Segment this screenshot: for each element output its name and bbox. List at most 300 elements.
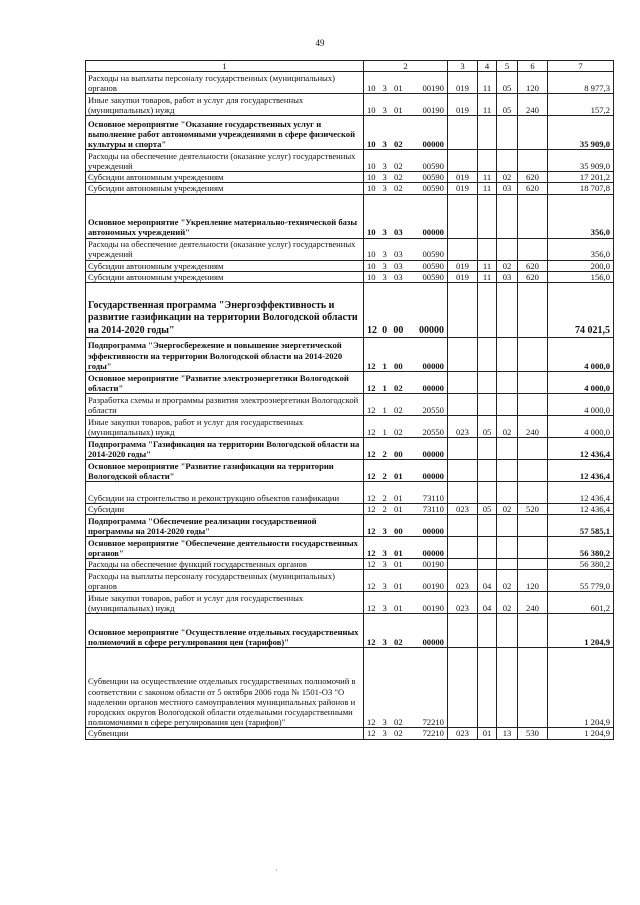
table-row xyxy=(86,515,614,537)
code-subprogram: 3 xyxy=(382,603,387,614)
grbs-cell xyxy=(448,194,478,238)
code-program: 10 xyxy=(367,172,376,183)
table-row xyxy=(86,194,614,238)
code-direction: 00190 xyxy=(422,603,444,614)
code-subprogram: 3 xyxy=(382,172,387,183)
subsection-cell xyxy=(497,338,518,372)
section-cell: 11 xyxy=(478,72,497,94)
code-subprogram: 3 xyxy=(382,728,387,739)
expense-type-cell: 520 xyxy=(518,504,548,515)
code-subprogram: 3 xyxy=(382,637,387,648)
expense-type-cell: 240 xyxy=(518,416,548,438)
target-article-code xyxy=(364,416,448,438)
amount-cell: 601,2 xyxy=(548,592,614,614)
amount-cell: 1 204,9 xyxy=(548,614,614,648)
code-direction: 00000 xyxy=(422,360,444,371)
row-name: Расходы на выплаты персоналу государственных (муниципальных) органов xyxy=(86,570,364,592)
code-activity: 02 xyxy=(394,637,403,648)
code-activity: 03 xyxy=(394,227,403,238)
code-subprogram: 3 xyxy=(382,559,387,570)
code-activity: 00 xyxy=(394,448,403,459)
table-row xyxy=(86,648,614,728)
code-subprogram: 3 xyxy=(382,227,387,238)
row-name: Основное мероприятие "Развитие электроэнергетики Вологодской области" xyxy=(86,372,364,394)
code-program: 12 xyxy=(367,470,376,481)
table-row xyxy=(86,504,614,515)
code-activity: 02 xyxy=(394,426,403,437)
code-direction: 00590 xyxy=(422,161,444,171)
code-activity: 01 xyxy=(394,83,403,93)
amount-cell: 4 000,0 xyxy=(548,372,614,394)
table-row xyxy=(86,72,614,94)
subsection-cell xyxy=(497,438,518,460)
table-row xyxy=(86,614,614,648)
code-program: 12 xyxy=(367,324,377,336)
header-cell: 6 xyxy=(518,61,548,72)
code-subprogram: 3 xyxy=(382,183,387,194)
amount-cell: 356,0 xyxy=(548,238,614,260)
code-activity: 01 xyxy=(394,504,403,515)
code-activity: 02 xyxy=(394,404,403,415)
subsection-cell xyxy=(497,614,518,648)
code-direction: 00590 xyxy=(422,172,444,183)
target-article-code xyxy=(364,559,448,570)
row-name: Расходы на обеспечение деятельности (оказание услуг) государственных учреждений xyxy=(86,238,364,260)
expense-type-cell xyxy=(518,537,548,559)
amount-cell: 55 779,0 xyxy=(548,570,614,592)
target-article-code xyxy=(364,194,448,238)
expense-type-cell xyxy=(518,338,548,372)
amount-cell: 35 909,0 xyxy=(548,150,614,172)
subsection-cell xyxy=(497,460,518,482)
amount-cell: 8 977,3 xyxy=(548,72,614,94)
code-program: 10 xyxy=(367,227,376,238)
code-program: 10 xyxy=(367,161,376,171)
code-direction: 73110 xyxy=(422,492,444,503)
budget-table xyxy=(85,60,614,740)
target-article-code xyxy=(364,72,448,94)
amount-cell: 74 021,5 xyxy=(548,283,614,338)
subsection-cell: 02 xyxy=(497,592,518,614)
code-program: 10 xyxy=(367,83,376,93)
amount-cell: 18 707,8 xyxy=(548,183,614,194)
code-direction: 00000 xyxy=(422,548,444,559)
grbs-cell: 019 xyxy=(448,260,478,271)
subsection-cell: 05 xyxy=(497,94,518,116)
grbs-cell: 019 xyxy=(448,72,478,94)
grbs-cell xyxy=(448,150,478,172)
code-program: 10 xyxy=(367,249,376,260)
table-row xyxy=(86,592,614,614)
section-cell: 05 xyxy=(478,504,497,515)
code-activity: 00 xyxy=(394,526,403,537)
code-direction: 00190 xyxy=(422,83,444,93)
row-name: Основное мероприятие "Развитие газификации на территории Вологодской области" xyxy=(86,460,364,482)
code-program: 12 xyxy=(367,526,376,537)
target-article-code xyxy=(364,482,448,504)
target-article-code xyxy=(364,460,448,482)
section-cell: 05 xyxy=(478,416,497,438)
amount-cell: 17 201,2 xyxy=(548,172,614,183)
expense-type-cell: 620 xyxy=(518,172,548,183)
table-row xyxy=(86,559,614,570)
subsection-cell xyxy=(497,482,518,504)
grbs-cell xyxy=(448,614,478,648)
expense-type-cell xyxy=(518,515,548,537)
subsection-cell: 03 xyxy=(497,271,518,282)
section-cell xyxy=(478,338,497,372)
grbs-cell: 019 xyxy=(448,94,478,116)
expense-type-cell xyxy=(518,238,548,260)
subsection-cell xyxy=(497,150,518,172)
subsection-cell xyxy=(497,559,518,570)
amount-cell: 4 000,0 xyxy=(548,416,614,438)
section-cell xyxy=(478,460,497,482)
code-program: 12 xyxy=(367,581,376,592)
section-cell: 11 xyxy=(478,94,497,116)
target-article-code xyxy=(364,372,448,394)
code-activity: 02 xyxy=(394,717,403,728)
table-row xyxy=(86,238,614,260)
expense-type-cell xyxy=(518,283,548,338)
code-activity: 03 xyxy=(394,249,403,260)
code-subprogram: 2 xyxy=(382,492,387,503)
header-cell: 5 xyxy=(497,61,518,72)
table-row xyxy=(86,372,614,394)
code-direction: 00590 xyxy=(422,183,444,194)
row-name: Иные закупки товаров, работ и услуг для государственных (муниципальных) нужд xyxy=(86,592,364,614)
section-cell xyxy=(478,372,497,394)
grbs-cell xyxy=(448,372,478,394)
code-program: 12 xyxy=(367,548,376,559)
code-direction: 00590 xyxy=(422,249,444,260)
code-activity: 03 xyxy=(394,271,403,282)
grbs-cell xyxy=(448,648,478,728)
expense-type-cell: 620 xyxy=(518,260,548,271)
amount-cell: 4 000,0 xyxy=(548,394,614,416)
target-article-code xyxy=(364,592,448,614)
section-cell xyxy=(478,515,497,537)
expense-type-cell: 120 xyxy=(518,72,548,94)
row-name: Субсидии автономным учреждениям xyxy=(86,271,364,282)
expense-type-cell xyxy=(518,559,548,570)
subsection-cell xyxy=(497,116,518,150)
code-subprogram: 1 xyxy=(382,382,387,393)
expense-type-cell: 240 xyxy=(518,94,548,116)
code-activity: 01 xyxy=(394,492,403,503)
code-subprogram: 1 xyxy=(382,360,387,371)
expense-type-cell: 530 xyxy=(518,728,548,739)
amount-cell: 12 436,4 xyxy=(548,504,614,515)
expense-type-cell xyxy=(518,150,548,172)
code-program: 12 xyxy=(367,426,376,437)
target-article-code xyxy=(364,648,448,728)
code-subprogram: 1 xyxy=(382,426,387,437)
subsection-cell xyxy=(497,283,518,338)
row-name: Расходы на обеспечение деятельности (оказание услуг) государственных учреждений xyxy=(86,150,364,172)
target-article-code xyxy=(364,183,448,194)
expense-type-cell xyxy=(518,438,548,460)
code-subprogram: 3 xyxy=(382,260,387,271)
code-direction: 00000 xyxy=(422,139,444,149)
grbs-cell xyxy=(448,438,478,460)
subsection-cell xyxy=(497,394,518,416)
grbs-cell: 023 xyxy=(448,592,478,614)
section-cell: 01 xyxy=(478,728,497,739)
subsection-cell: 02 xyxy=(497,416,518,438)
subsection-cell: 13 xyxy=(497,728,518,739)
code-direction: 00000 xyxy=(422,526,444,537)
amount-cell: 1 204,9 xyxy=(548,728,614,739)
page-number: 49 xyxy=(315,38,325,48)
grbs-cell: 019 xyxy=(448,271,478,282)
code-direction: 00190 xyxy=(422,105,444,115)
code-subprogram: 3 xyxy=(382,249,387,260)
grbs-cell xyxy=(448,394,478,416)
code-subprogram: 3 xyxy=(382,139,387,149)
target-article-code xyxy=(364,238,448,260)
target-article-code xyxy=(364,150,448,172)
expense-type-cell xyxy=(518,194,548,238)
section-cell xyxy=(478,537,497,559)
code-direction: 00590 xyxy=(422,260,444,271)
code-direction: 00590 xyxy=(422,271,444,282)
section-cell xyxy=(478,283,497,338)
header-cell: 2 xyxy=(364,61,448,72)
code-direction: 20550 xyxy=(422,426,444,437)
code-direction: 00000 xyxy=(422,448,444,459)
section-cell: 04 xyxy=(478,592,497,614)
amount-cell: 156,0 xyxy=(548,271,614,282)
subsection-cell: 02 xyxy=(497,260,518,271)
grbs-cell xyxy=(448,238,478,260)
row-name: Субвенции xyxy=(86,728,364,739)
table-row xyxy=(86,416,614,438)
amount-cell: 12 436,4 xyxy=(548,460,614,482)
target-article-code xyxy=(364,570,448,592)
amount-cell: 200,0 xyxy=(548,260,614,271)
code-subprogram: 3 xyxy=(382,83,387,93)
code-activity: 01 xyxy=(394,105,403,115)
code-program: 12 xyxy=(367,492,376,503)
target-article-code xyxy=(364,614,448,648)
code-activity: 02 xyxy=(394,161,403,171)
code-activity: 02 xyxy=(394,382,403,393)
code-program: 12 xyxy=(367,360,376,371)
section-cell xyxy=(478,238,497,260)
row-name: Расходы на выплаты персоналу государственных (муниципальных) органов xyxy=(86,72,364,94)
code-activity: 01 xyxy=(394,470,403,481)
table-row xyxy=(86,150,614,172)
section-cell xyxy=(478,394,497,416)
target-article-code xyxy=(364,338,448,372)
target-article-code xyxy=(364,283,448,338)
amount-cell: 356,0 xyxy=(548,194,614,238)
section-cell xyxy=(478,614,497,648)
code-program: 12 xyxy=(367,504,376,515)
code-program: 10 xyxy=(367,271,376,282)
table-row xyxy=(86,172,614,183)
row-name: Основное мероприятие "Оказание государственных услуг и выполнение работ автономными учреждениями в сфере физической культуры и спорта" xyxy=(86,116,364,150)
row-name: Субсидии на строительство и реконструкцию объектов газификации xyxy=(86,482,364,504)
section-cell: 04 xyxy=(478,570,497,592)
section-cell xyxy=(478,150,497,172)
code-subprogram: 3 xyxy=(382,717,387,728)
subsection-cell: 05 xyxy=(497,72,518,94)
code-activity: 01 xyxy=(394,603,403,614)
amount-cell: 157,2 xyxy=(548,94,614,116)
table-row xyxy=(86,283,614,338)
target-article-code xyxy=(364,438,448,460)
row-name: Подпрограмма "Газификация на территории Вологодской области на 2014-2020 годы" xyxy=(86,438,364,460)
code-activity: 01 xyxy=(394,559,403,570)
header-cell: 7 xyxy=(548,61,614,72)
section-cell xyxy=(478,438,497,460)
grbs-cell: 023 xyxy=(448,504,478,515)
code-activity: 02 xyxy=(394,139,403,149)
table-row xyxy=(86,271,614,282)
section-cell: 11 xyxy=(478,183,497,194)
grbs-cell xyxy=(448,515,478,537)
code-subprogram: 0 xyxy=(382,324,388,336)
code-program: 12 xyxy=(367,603,376,614)
expense-type-cell: 620 xyxy=(518,183,548,194)
target-article-code xyxy=(364,260,448,271)
section-cell xyxy=(478,194,497,238)
expense-type-cell: 240 xyxy=(518,592,548,614)
table-row xyxy=(86,116,614,150)
row-name: Субсидии xyxy=(86,504,364,515)
section-cell xyxy=(478,648,497,728)
code-subprogram: 3 xyxy=(382,105,387,115)
row-name: Подпрограмма "Энергосбережение и повышение энергетической эффективности на территории Вологодской области на 2014-2020 годы" xyxy=(86,338,364,372)
amount-cell: 57 585,1 xyxy=(548,515,614,537)
section-cell xyxy=(478,559,497,570)
expense-type-cell xyxy=(518,116,548,150)
expense-type-cell xyxy=(518,372,548,394)
scan-speck: · xyxy=(275,866,278,875)
expense-type-cell xyxy=(518,482,548,504)
code-direction: 00190 xyxy=(422,559,444,570)
code-program: 10 xyxy=(367,183,376,194)
row-name: Основное мероприятие "Осуществление отдельных государственных полномочий в сфере регулирования цен (тарифов)" xyxy=(86,614,364,648)
code-activity: 02 xyxy=(394,728,403,739)
amount-cell: 4 000,0 xyxy=(548,338,614,372)
code-direction: 00000 xyxy=(422,470,444,481)
amount-cell: 12 436,4 xyxy=(548,438,614,460)
subsection-cell: 03 xyxy=(497,183,518,194)
code-subprogram: 3 xyxy=(382,526,387,537)
grbs-cell: 019 xyxy=(448,183,478,194)
code-direction: 20550 xyxy=(422,404,444,415)
grbs-cell xyxy=(448,116,478,150)
code-program: 12 xyxy=(367,382,376,393)
target-article-code xyxy=(364,394,448,416)
grbs-cell xyxy=(448,482,478,504)
subsection-cell xyxy=(497,648,518,728)
code-direction: 00000 xyxy=(422,382,444,393)
amount-cell: 12 436,4 xyxy=(548,482,614,504)
code-program: 12 xyxy=(367,559,376,570)
code-activity: 02 xyxy=(394,172,403,183)
expense-type-cell xyxy=(518,648,548,728)
table-row xyxy=(86,438,614,460)
code-program: 12 xyxy=(367,448,376,459)
row-name: Субсидии автономным учреждениям xyxy=(86,183,364,194)
code-program: 12 xyxy=(367,404,376,415)
table-row xyxy=(86,260,614,271)
code-activity: 01 xyxy=(394,548,403,559)
table-row xyxy=(86,460,614,482)
code-subprogram: 2 xyxy=(382,448,387,459)
table-row xyxy=(86,728,614,739)
amount-cell: 56 380,2 xyxy=(548,559,614,570)
grbs-cell xyxy=(448,283,478,338)
code-activity: 02 xyxy=(394,183,403,194)
row-name: Расходы на обеспечение функций государственных органов xyxy=(86,559,364,570)
code-activity: 03 xyxy=(394,260,403,271)
expense-type-cell xyxy=(518,394,548,416)
row-name: Субсидии автономным учреждениям xyxy=(86,260,364,271)
grbs-cell xyxy=(448,537,478,559)
subsection-cell: 02 xyxy=(497,172,518,183)
code-program: 12 xyxy=(367,717,376,728)
row-name: Основное мероприятие "Укрепление материально-технической базы автономных учреждений" xyxy=(86,194,364,238)
section-cell xyxy=(478,116,497,150)
row-name: Подпрограмма "Обеспечение реализации государственной программы на 2014-2020 годы" xyxy=(86,515,364,537)
subsection-cell xyxy=(497,194,518,238)
target-article-code xyxy=(364,728,448,739)
code-direction: 72210 xyxy=(422,728,444,739)
code-direction: 00000 xyxy=(422,637,444,648)
section-cell: 11 xyxy=(478,172,497,183)
row-name: Субвенции на осуществление отдельных государственных полномочий в соответствии с законом области от 5 октября 2006 года № 1501-ОЗ "О наделении органов местного самоуправления муниципальных районов и городских округов Вологодской области отдельными государственными полномочиями в сфере регулирования цен (тарифов)" xyxy=(86,648,364,728)
table-row xyxy=(86,183,614,194)
row-name: Государственная программа "Энергоэффективность и развитие газификации на территории Вологодской области на 2014-2020 годы" xyxy=(86,283,364,338)
section-cell: 11 xyxy=(478,260,497,271)
code-direction: 72210 xyxy=(422,717,444,728)
expense-type-cell xyxy=(518,460,548,482)
row-name: Иные закупки товаров, работ и услуг для государственных (муниципальных) нужд xyxy=(86,94,364,116)
subsection-cell xyxy=(497,537,518,559)
section-cell xyxy=(478,482,497,504)
table-row xyxy=(86,570,614,592)
header-cell: 3 xyxy=(448,61,478,72)
grbs-cell: 019 xyxy=(448,172,478,183)
table-row xyxy=(86,482,614,504)
section-cell: 11 xyxy=(478,271,497,282)
target-article-code xyxy=(364,271,448,282)
code-direction: 73110 xyxy=(422,504,444,515)
grbs-cell: 023 xyxy=(448,416,478,438)
code-program: 10 xyxy=(367,139,376,149)
code-program: 12 xyxy=(367,637,376,648)
code-program: 10 xyxy=(367,260,376,271)
target-article-code xyxy=(364,94,448,116)
target-article-code xyxy=(364,537,448,559)
code-program: 12 xyxy=(367,728,376,739)
target-article-code xyxy=(364,504,448,515)
row-name: Субсидии автономным учреждениям xyxy=(86,172,364,183)
expense-type-cell: 120 xyxy=(518,570,548,592)
target-article-code xyxy=(364,515,448,537)
grbs-cell: 023 xyxy=(448,728,478,739)
code-subprogram: 3 xyxy=(382,581,387,592)
code-subprogram: 2 xyxy=(382,470,387,481)
code-direction: 00000 xyxy=(422,227,444,238)
subsection-cell xyxy=(497,515,518,537)
amount-cell: 35 909,0 xyxy=(548,116,614,150)
